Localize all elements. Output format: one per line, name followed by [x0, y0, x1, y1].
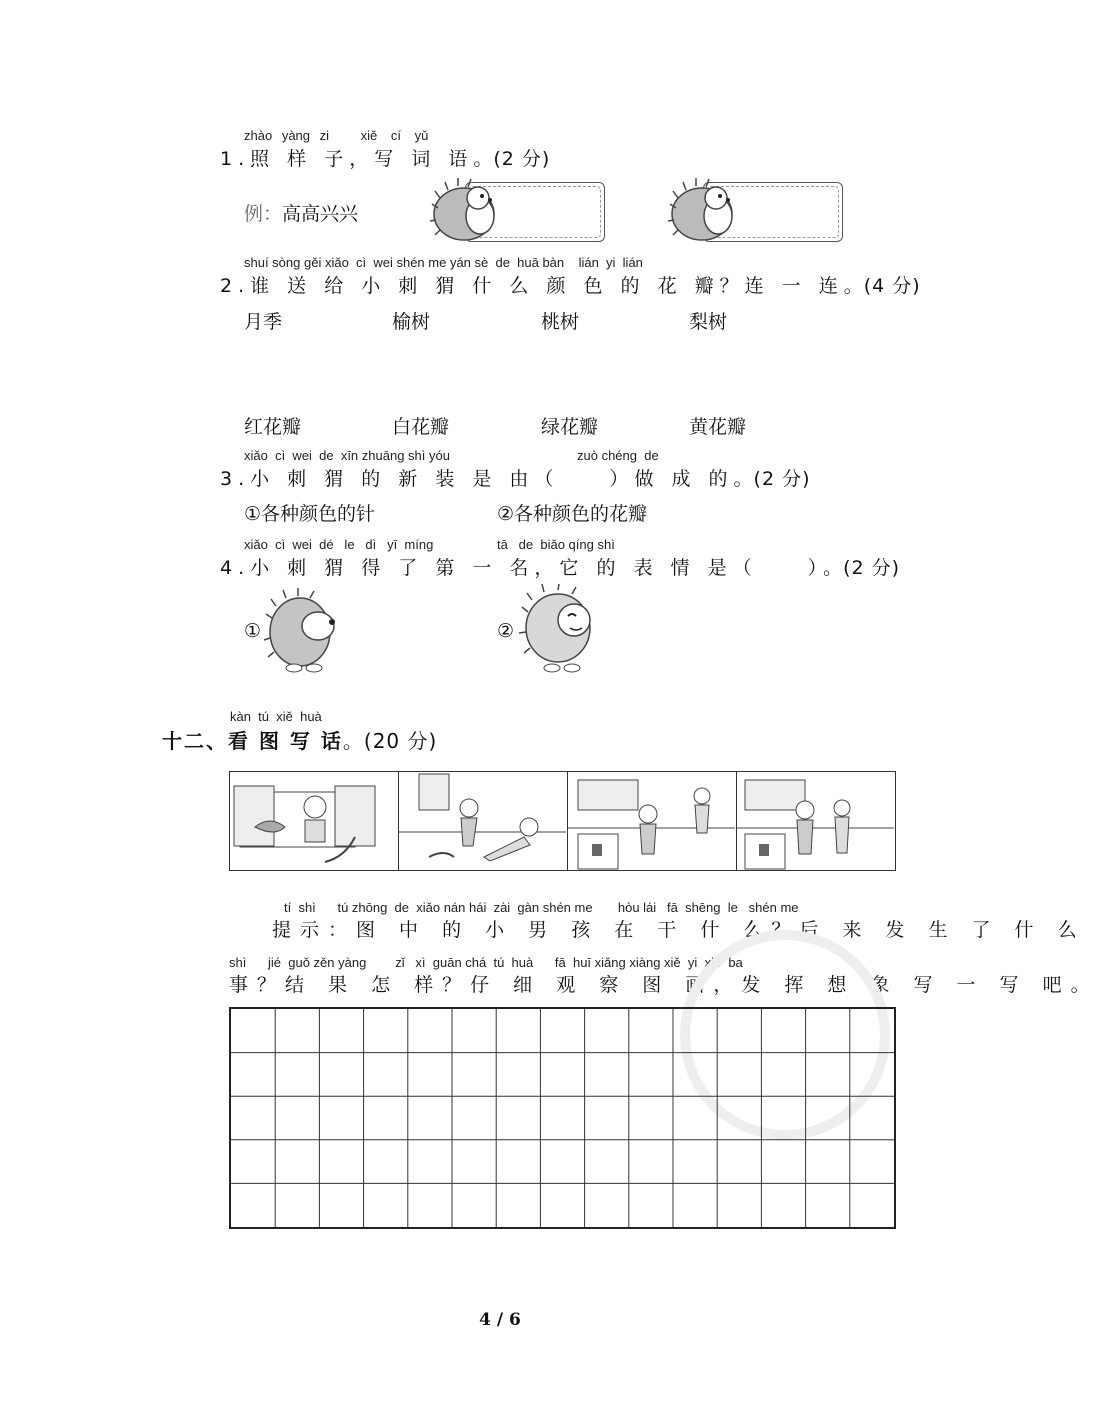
py: xiě: [360, 128, 378, 143]
question-text: 谁 送 给 小 刺 猬 什 么 颜 色 的 花 瓣？连 一 连: [250, 275, 844, 297]
hedgehog-happy-icon: [518, 584, 602, 676]
option-1[interactable]: ①: [244, 620, 262, 642]
comic-panel-4: [736, 771, 896, 871]
question-number: 1.: [220, 148, 251, 170]
q3-question: [220, 464, 811, 491]
question-text: 照 样 子，写 词 语: [250, 148, 474, 170]
option-2[interactable]: ②各种颜色的花瓣: [497, 503, 648, 525]
question-text: 小 刺 猬 得 了 第 一 名，: [250, 557, 560, 579]
question-score: 。(4 分): [843, 275, 921, 297]
hint-pinyin-2: shì jié guǒ zěn yàng zǐ xì guān chá tú huà fā huī xiǎng xiàng xiě yi xiě ba: [229, 955, 743, 970]
question-text: 它 的 表 情 是: [559, 557, 733, 579]
petal-item[interactable]: 黄花瓣: [689, 416, 747, 438]
petal-item[interactable]: 红花瓣: [244, 416, 302, 438]
question-number: 2.: [220, 275, 251, 297]
comic-panel-3: [567, 771, 737, 871]
q3-pinyin-b: zuò chéng de: [577, 448, 659, 463]
hint-pinyin-1: tí shì tú zhōng de xiǎo nán hái zài gàn shén me hòu lái fā shēng le shén me: [284, 900, 799, 915]
py: zi: [319, 128, 330, 143]
hedgehog-shy-icon: [264, 588, 344, 674]
page-number: 4 / 6: [479, 1310, 521, 1330]
hedgehog-icon: [430, 178, 502, 244]
question-text: 做 成 的: [634, 468, 734, 490]
question-score: 。(2 分): [733, 468, 811, 490]
q4-pinyin-b: tā de biǎo qíng shì: [497, 537, 615, 552]
petal-item[interactable]: 绿花瓣: [541, 416, 599, 438]
question-number: 4.: [220, 557, 251, 579]
section-title-text: 十二、看 图 写 话: [162, 729, 343, 753]
tree-item[interactable]: 桃树: [541, 311, 580, 333]
py: yǔ: [414, 128, 429, 143]
answer-paren[interactable]: （ ）: [732, 557, 824, 579]
option-2[interactable]: ②: [497, 620, 515, 642]
tree-item[interactable]: 梨树: [689, 311, 728, 333]
grid-lines: [231, 1009, 894, 1227]
question-score: 。(2 分): [473, 148, 551, 170]
q3-pinyin-a: xiǎo cì wei de xīn zhuāng shì yóu: [244, 448, 450, 463]
answer-paren[interactable]: （ ）: [534, 468, 635, 490]
py: yàng: [281, 128, 311, 143]
section-title: [162, 725, 437, 754]
comic-panel-2: [398, 771, 568, 871]
section-score: 。(20 分): [342, 729, 438, 753]
question-score: 。(2 分): [823, 557, 901, 579]
comic-panel-1: [229, 771, 399, 871]
hint-line-2: 事？结 果 怎 样？仔 细 观 察 图 画，发 挥 想 象 写 一 写 吧。: [229, 974, 1099, 996]
question-number: 3.: [220, 468, 251, 490]
q4-pinyin-a: xiǎo cì wei dé le dì yī míng: [244, 537, 434, 552]
example-word: 高高兴兴: [282, 203, 359, 225]
sec12-pinyin: kàn tú xiě huà: [230, 709, 322, 724]
q1-pinyin: [244, 128, 428, 143]
hint-line-1: 提示：图 中 的 小 男 孩 在 干 什 么？后 来 发 生 了 什 么: [272, 919, 1086, 941]
writing-grid[interactable]: [229, 1007, 896, 1229]
option-1[interactable]: ①各种颜色的针: [244, 503, 376, 525]
question-text: 小 刺 猬 的 新 装 是 由: [250, 468, 535, 490]
q2-pinyin: shuí sòng gěi xiǎo cì wei shén me yán sè de huā bàn lián yi lián: [244, 255, 643, 270]
q2-question: [220, 271, 921, 298]
example-label: 例：: [244, 203, 283, 225]
py: cí: [390, 128, 402, 143]
petal-item[interactable]: 白花瓣: [392, 416, 450, 438]
tree-item[interactable]: 月季: [244, 311, 283, 333]
py: zhào: [244, 128, 273, 143]
q1-question: [220, 144, 550, 171]
q4-question: [220, 553, 900, 580]
tree-item[interactable]: 榆树: [392, 311, 431, 333]
hedgehog-icon: [668, 178, 740, 244]
q1-example: [244, 199, 358, 226]
